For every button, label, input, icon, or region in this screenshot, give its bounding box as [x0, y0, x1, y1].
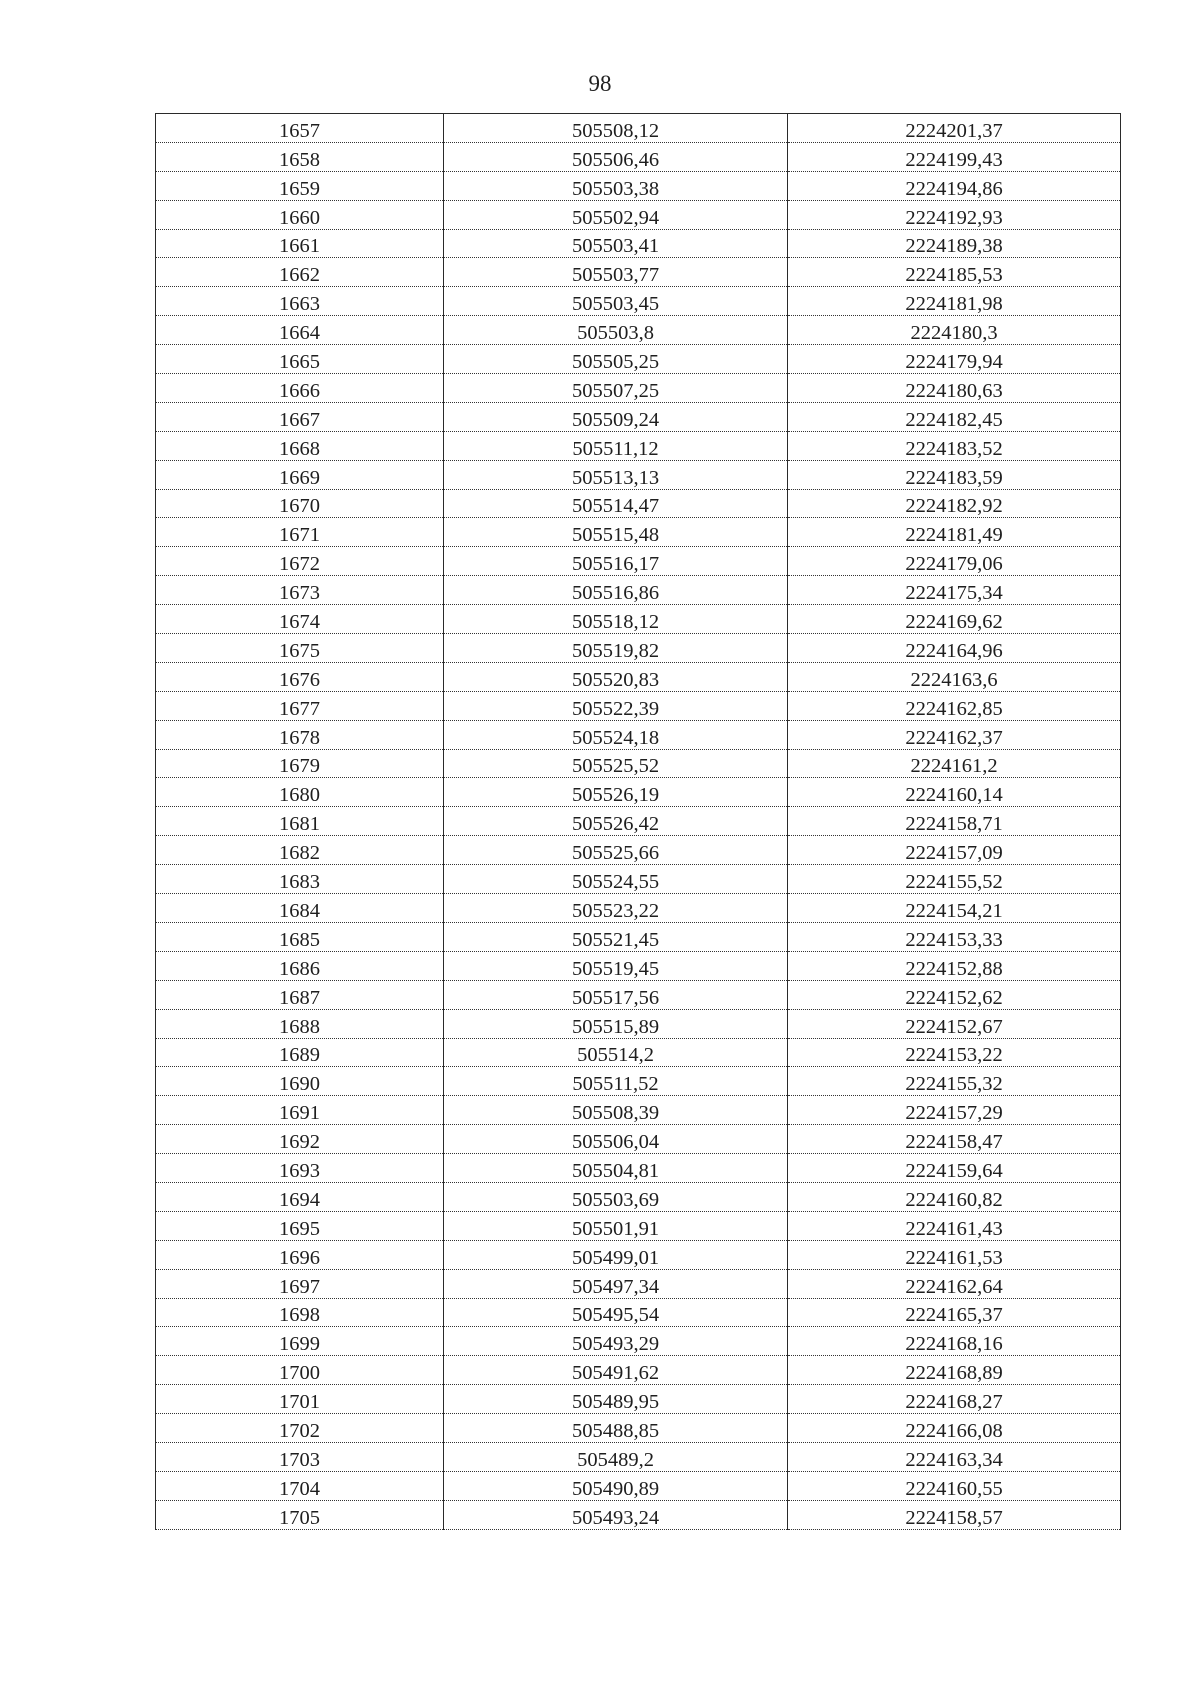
table-row [156, 691, 1121, 720]
y-coordinate-cell: 2224175,34 [788, 576, 1121, 605]
x-coordinate-cell: 505505,25 [444, 345, 788, 374]
point-number-cell: 1667 [156, 402, 444, 431]
table-row [156, 345, 1121, 374]
x-coordinate-cell: 505518,12 [444, 605, 788, 634]
x-coordinate-cell: 505511,12 [444, 431, 788, 460]
point-number-cell: 1668 [156, 431, 444, 460]
x-coordinate-cell: 505504,81 [444, 1154, 788, 1183]
y-coordinate-cell: 2224157,29 [788, 1096, 1121, 1125]
point-number-cell: 1683 [156, 865, 444, 894]
table-row [156, 951, 1121, 980]
table-row [156, 1327, 1121, 1356]
y-coordinate-cell: 2224194,86 [788, 171, 1121, 200]
y-coordinate-cell: 2224169,62 [788, 605, 1121, 634]
point-number-cell: 1672 [156, 547, 444, 576]
x-coordinate-cell: 505488,85 [444, 1414, 788, 1443]
y-coordinate-cell: 2224162,85 [788, 691, 1121, 720]
point-number-cell: 1697 [156, 1269, 444, 1298]
point-number-cell: 1705 [156, 1500, 444, 1529]
y-coordinate-cell: 2224192,93 [788, 200, 1121, 229]
y-coordinate-cell: 2224155,32 [788, 1067, 1121, 1096]
table-row [156, 634, 1121, 663]
x-coordinate-cell: 505508,12 [444, 114, 788, 143]
y-coordinate-cell: 2224165,37 [788, 1298, 1121, 1327]
table-row [156, 316, 1121, 345]
table-row [156, 836, 1121, 865]
point-number-cell: 1693 [156, 1154, 444, 1183]
point-number-cell: 1681 [156, 807, 444, 836]
table-row [156, 547, 1121, 576]
x-coordinate-cell: 505489,2 [444, 1442, 788, 1471]
point-number-cell: 1676 [156, 662, 444, 691]
y-coordinate-cell: 2224199,43 [788, 142, 1121, 171]
point-number-cell: 1703 [156, 1442, 444, 1471]
table-row [156, 374, 1121, 403]
y-coordinate-cell: 2224168,16 [788, 1327, 1121, 1356]
x-coordinate-cell: 505526,19 [444, 778, 788, 807]
y-coordinate-cell: 2224179,94 [788, 345, 1121, 374]
x-coordinate-cell: 505525,52 [444, 749, 788, 778]
y-coordinate-cell: 2224161,43 [788, 1211, 1121, 1240]
table-row [156, 1125, 1121, 1154]
y-coordinate-cell: 2224160,82 [788, 1182, 1121, 1211]
y-coordinate-cell: 2224181,49 [788, 518, 1121, 547]
point-number-cell: 1698 [156, 1298, 444, 1327]
y-coordinate-cell: 2224155,52 [788, 865, 1121, 894]
y-coordinate-cell: 2224179,06 [788, 547, 1121, 576]
point-number-cell: 1660 [156, 200, 444, 229]
table-row [156, 200, 1121, 229]
x-coordinate-cell: 505497,34 [444, 1269, 788, 1298]
point-number-cell: 1657 [156, 114, 444, 143]
y-coordinate-cell: 2224153,33 [788, 922, 1121, 951]
table-row [156, 865, 1121, 894]
coordinates-table-body [156, 114, 1121, 1530]
x-coordinate-cell: 505503,41 [444, 229, 788, 258]
x-coordinate-cell: 505489,95 [444, 1385, 788, 1414]
y-coordinate-cell: 2224183,59 [788, 460, 1121, 489]
point-number-cell: 1663 [156, 287, 444, 316]
point-number-cell: 1678 [156, 720, 444, 749]
x-coordinate-cell: 505493,29 [444, 1327, 788, 1356]
point-number-cell: 1666 [156, 374, 444, 403]
y-coordinate-cell: 2224162,64 [788, 1269, 1121, 1298]
table-row [156, 1385, 1121, 1414]
point-number-cell: 1687 [156, 980, 444, 1009]
table-row [156, 402, 1121, 431]
point-number-cell: 1690 [156, 1067, 444, 1096]
table-row [156, 894, 1121, 923]
x-coordinate-cell: 505514,2 [444, 1038, 788, 1067]
table-row [156, 460, 1121, 489]
table-row [156, 922, 1121, 951]
coordinates-table [155, 113, 1121, 1530]
point-number-cell: 1684 [156, 894, 444, 923]
table-row [156, 1298, 1121, 1327]
table-row [156, 720, 1121, 749]
y-coordinate-cell: 2224157,09 [788, 836, 1121, 865]
point-number-cell: 1691 [156, 1096, 444, 1125]
x-coordinate-cell: 505524,55 [444, 865, 788, 894]
table-row [156, 807, 1121, 836]
x-coordinate-cell: 505503,77 [444, 258, 788, 287]
x-coordinate-cell: 505511,52 [444, 1067, 788, 1096]
point-number-cell: 1679 [156, 749, 444, 778]
point-number-cell: 1694 [156, 1182, 444, 1211]
y-coordinate-cell: 2224160,55 [788, 1471, 1121, 1500]
y-coordinate-cell: 2224181,98 [788, 287, 1121, 316]
table-row [156, 287, 1121, 316]
x-coordinate-cell: 505525,66 [444, 836, 788, 865]
point-number-cell: 1674 [156, 605, 444, 634]
x-coordinate-cell: 505503,45 [444, 287, 788, 316]
y-coordinate-cell: 2224185,53 [788, 258, 1121, 287]
y-coordinate-cell: 2224180,3 [788, 316, 1121, 345]
x-coordinate-cell: 505522,39 [444, 691, 788, 720]
y-coordinate-cell: 2224183,52 [788, 431, 1121, 460]
point-number-cell: 1671 [156, 518, 444, 547]
y-coordinate-cell: 2224180,63 [788, 374, 1121, 403]
point-number-cell: 1688 [156, 1009, 444, 1038]
table-row [156, 1009, 1121, 1038]
y-coordinate-cell: 2224161,53 [788, 1240, 1121, 1269]
point-number-cell: 1675 [156, 634, 444, 663]
x-coordinate-cell: 505519,82 [444, 634, 788, 663]
point-number-cell: 1696 [156, 1240, 444, 1269]
y-coordinate-cell: 2224168,27 [788, 1385, 1121, 1414]
y-coordinate-cell: 2224164,96 [788, 634, 1121, 663]
x-coordinate-cell: 505491,62 [444, 1356, 788, 1385]
point-number-cell: 1658 [156, 142, 444, 171]
table-row [156, 171, 1121, 200]
y-coordinate-cell: 2224153,22 [788, 1038, 1121, 1067]
y-coordinate-cell: 2224158,71 [788, 807, 1121, 836]
point-number-cell: 1695 [156, 1211, 444, 1240]
x-coordinate-cell: 505508,39 [444, 1096, 788, 1125]
x-coordinate-cell: 505493,24 [444, 1500, 788, 1529]
table-row [156, 576, 1121, 605]
table-row [156, 1414, 1121, 1443]
y-coordinate-cell: 2224152,88 [788, 951, 1121, 980]
y-coordinate-cell: 2224168,89 [788, 1356, 1121, 1385]
y-coordinate-cell: 2224154,21 [788, 894, 1121, 923]
x-coordinate-cell: 505495,54 [444, 1298, 788, 1327]
table-row [156, 1356, 1121, 1385]
y-coordinate-cell: 2224182,92 [788, 489, 1121, 518]
table-row [156, 1096, 1121, 1125]
x-coordinate-cell: 505521,45 [444, 922, 788, 951]
point-number-cell: 1685 [156, 922, 444, 951]
table-row [156, 258, 1121, 287]
x-coordinate-cell: 505526,42 [444, 807, 788, 836]
x-coordinate-cell: 505506,04 [444, 1125, 788, 1154]
x-coordinate-cell: 505517,56 [444, 980, 788, 1009]
table-row [156, 1442, 1121, 1471]
y-coordinate-cell: 2224158,47 [788, 1125, 1121, 1154]
point-number-cell: 1673 [156, 576, 444, 605]
y-coordinate-cell: 2224166,08 [788, 1414, 1121, 1443]
point-number-cell: 1682 [156, 836, 444, 865]
x-coordinate-cell: 505515,48 [444, 518, 788, 547]
x-coordinate-cell: 505513,13 [444, 460, 788, 489]
point-number-cell: 1659 [156, 171, 444, 200]
x-coordinate-cell: 505523,22 [444, 894, 788, 923]
point-number-cell: 1680 [156, 778, 444, 807]
table-row [156, 518, 1121, 547]
y-coordinate-cell: 2224160,14 [788, 778, 1121, 807]
y-coordinate-cell: 2224152,67 [788, 1009, 1121, 1038]
point-number-cell: 1701 [156, 1385, 444, 1414]
x-coordinate-cell: 505507,25 [444, 374, 788, 403]
table-row [156, 749, 1121, 778]
table-row [156, 605, 1121, 634]
y-coordinate-cell: 2224163,34 [788, 1442, 1121, 1471]
y-coordinate-cell: 2224158,57 [788, 1500, 1121, 1529]
table-row [156, 1038, 1121, 1067]
point-number-cell: 1670 [156, 489, 444, 518]
point-number-cell: 1689 [156, 1038, 444, 1067]
y-coordinate-cell: 2224189,38 [788, 229, 1121, 258]
point-number-cell: 1702 [156, 1414, 444, 1443]
y-coordinate-cell: 2224159,64 [788, 1154, 1121, 1183]
x-coordinate-cell: 505501,91 [444, 1211, 788, 1240]
point-number-cell: 1664 [156, 316, 444, 345]
table-row [156, 1154, 1121, 1183]
table-row [156, 1240, 1121, 1269]
point-number-cell: 1662 [156, 258, 444, 287]
table-row [156, 489, 1121, 518]
table-row [156, 142, 1121, 171]
x-coordinate-cell: 505503,38 [444, 171, 788, 200]
point-number-cell: 1700 [156, 1356, 444, 1385]
table-row [156, 229, 1121, 258]
point-number-cell: 1686 [156, 951, 444, 980]
point-number-cell: 1665 [156, 345, 444, 374]
page-number: 98 [588, 71, 612, 96]
y-coordinate-cell: 2224163,6 [788, 662, 1121, 691]
y-coordinate-cell: 2224162,37 [788, 720, 1121, 749]
table-row [156, 980, 1121, 1009]
table-row [156, 1269, 1121, 1298]
table-row [156, 778, 1121, 807]
table-row [156, 1067, 1121, 1096]
y-coordinate-cell: 2224201,37 [788, 114, 1121, 143]
table-row [156, 662, 1121, 691]
y-coordinate-cell: 2224152,62 [788, 980, 1121, 1009]
x-coordinate-cell: 505516,86 [444, 576, 788, 605]
x-coordinate-cell: 505506,46 [444, 142, 788, 171]
point-number-cell: 1661 [156, 229, 444, 258]
x-coordinate-cell: 505502,94 [444, 200, 788, 229]
point-number-cell: 1669 [156, 460, 444, 489]
point-number-cell: 1677 [156, 691, 444, 720]
x-coordinate-cell: 505509,24 [444, 402, 788, 431]
x-coordinate-cell: 505514,47 [444, 489, 788, 518]
x-coordinate-cell: 505515,89 [444, 1009, 788, 1038]
table-row [156, 1182, 1121, 1211]
point-number-cell: 1704 [156, 1471, 444, 1500]
table-row [156, 431, 1121, 460]
x-coordinate-cell: 505519,45 [444, 951, 788, 980]
y-coordinate-cell: 2224182,45 [788, 402, 1121, 431]
x-coordinate-cell: 505524,18 [444, 720, 788, 749]
x-coordinate-cell: 505503,69 [444, 1182, 788, 1211]
x-coordinate-cell: 505499,01 [444, 1240, 788, 1269]
point-number-cell: 1692 [156, 1125, 444, 1154]
x-coordinate-cell: 505520,83 [444, 662, 788, 691]
x-coordinate-cell: 505490,89 [444, 1471, 788, 1500]
x-coordinate-cell: 505516,17 [444, 547, 788, 576]
table-row [156, 114, 1121, 143]
point-number-cell: 1699 [156, 1327, 444, 1356]
x-coordinate-cell: 505503,8 [444, 316, 788, 345]
table-row [156, 1500, 1121, 1529]
table-row [156, 1471, 1121, 1500]
table-row [156, 1211, 1121, 1240]
y-coordinate-cell: 2224161,2 [788, 749, 1121, 778]
